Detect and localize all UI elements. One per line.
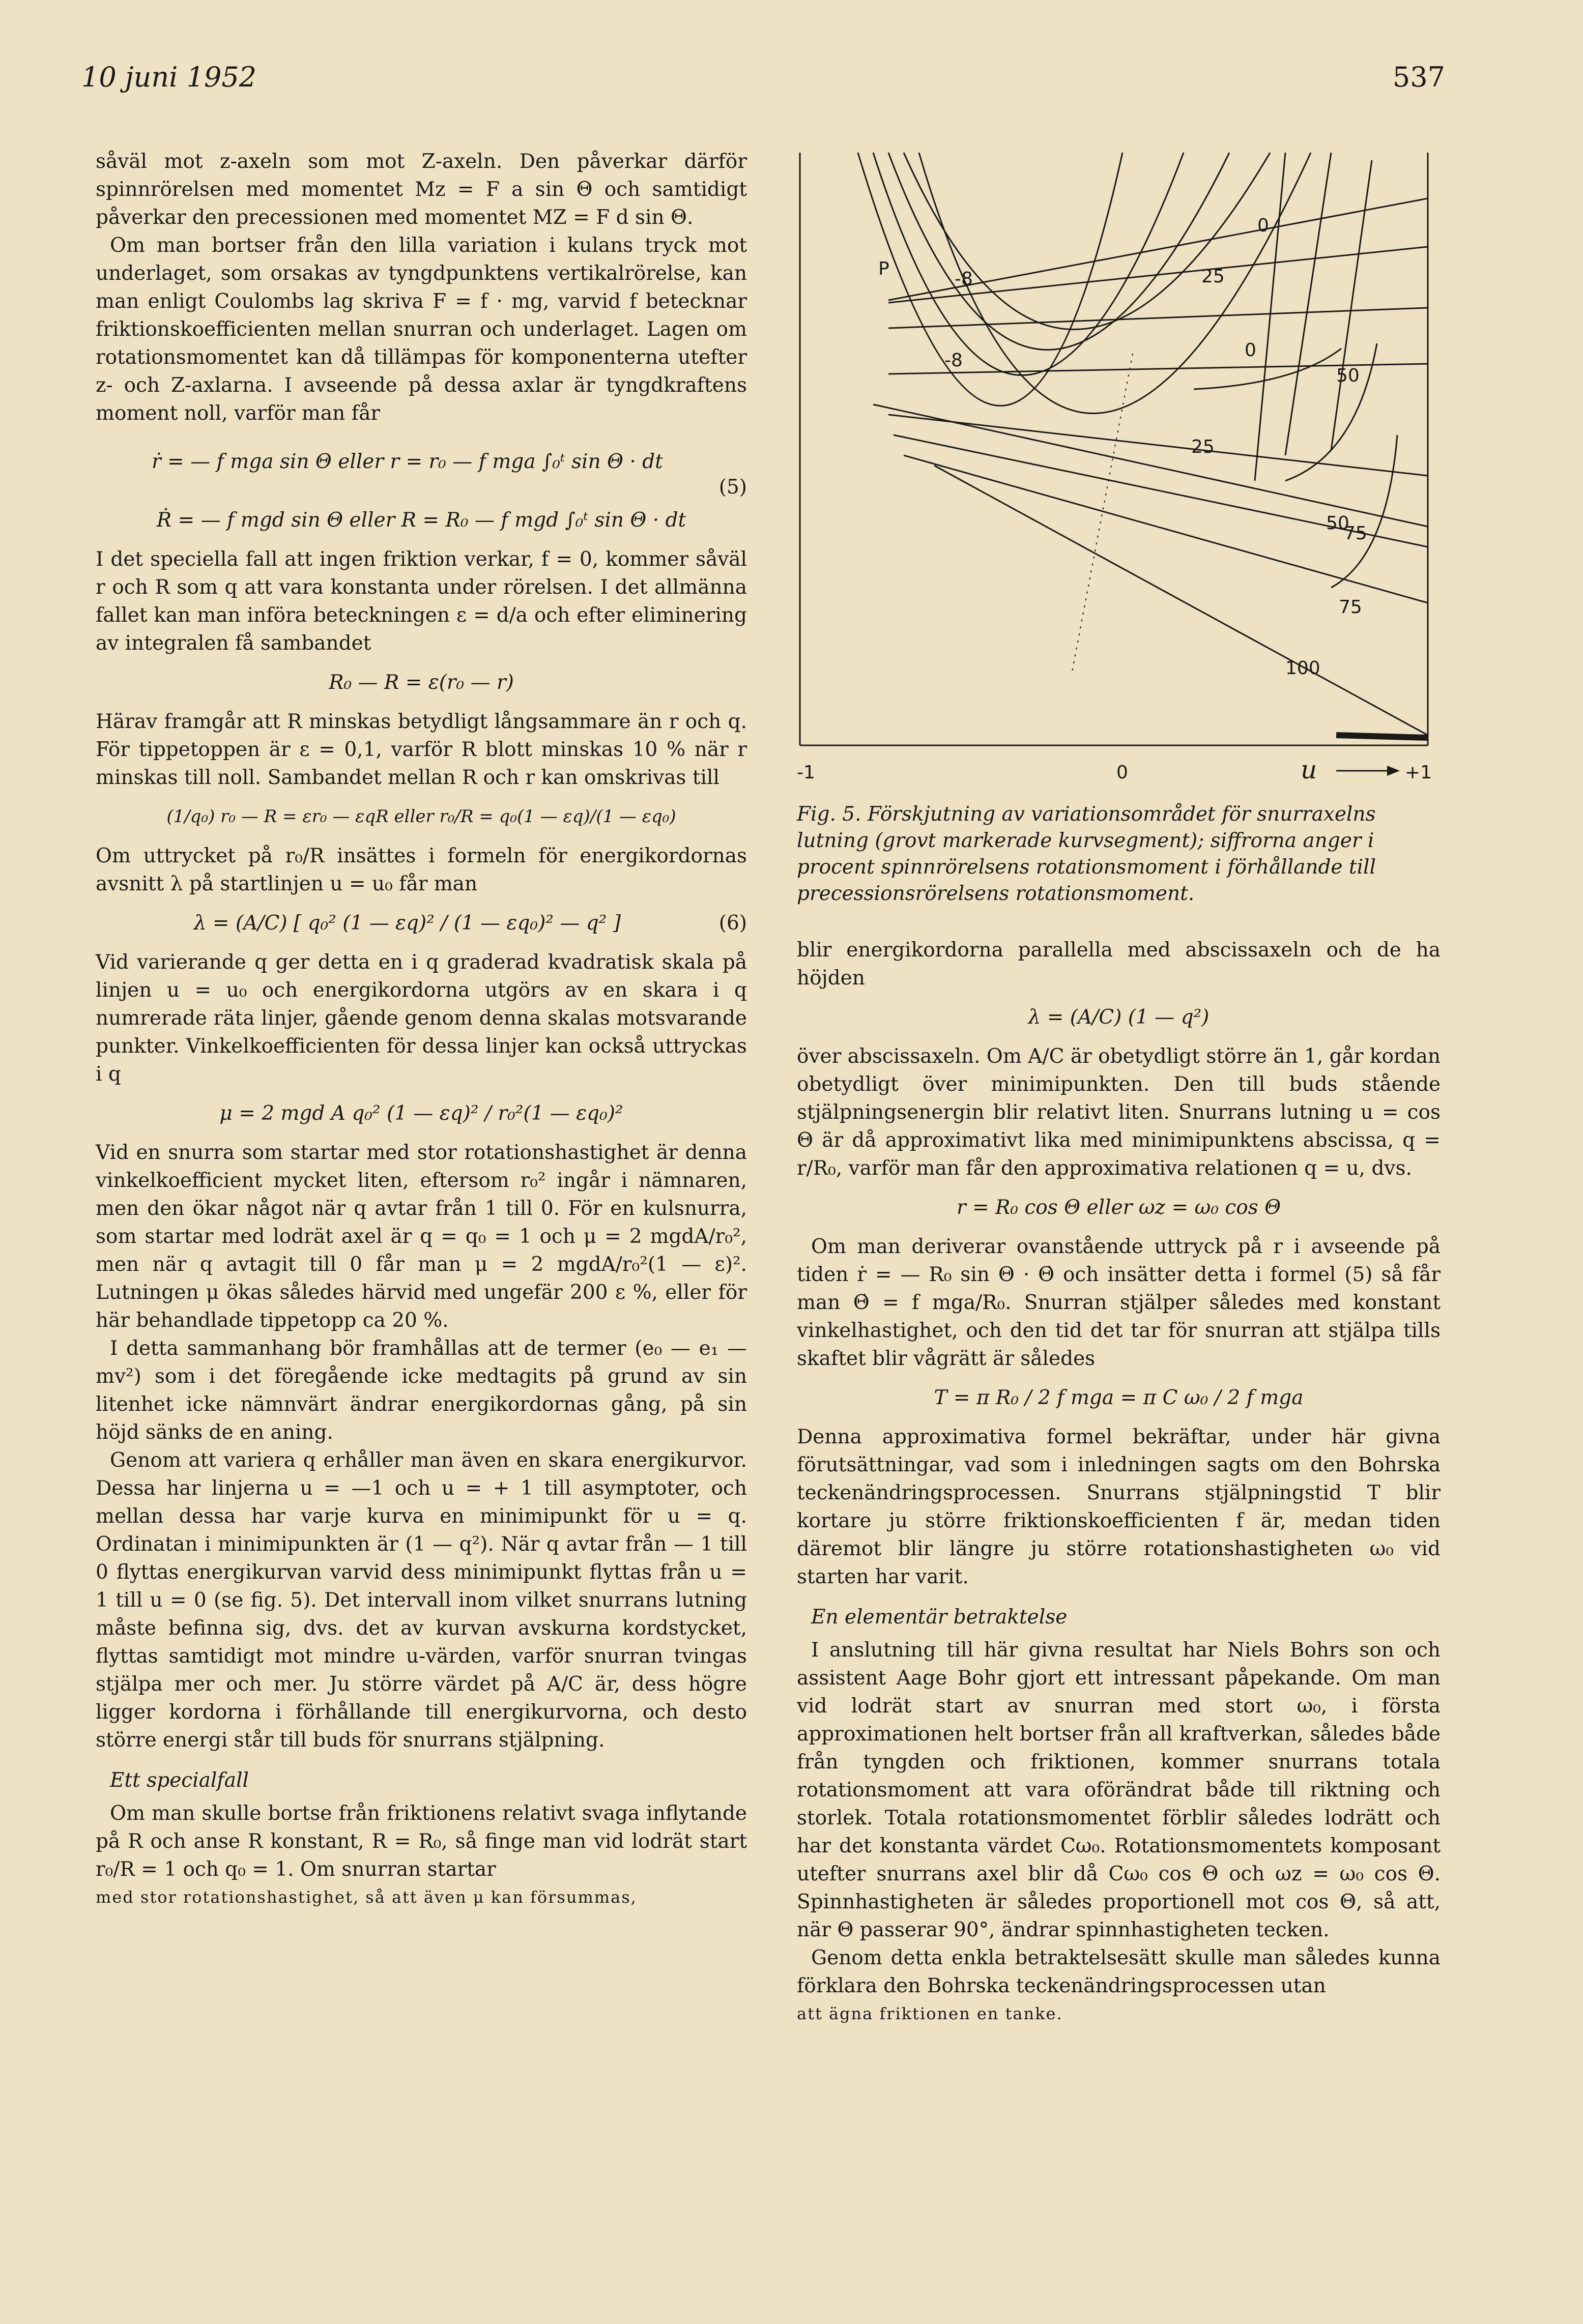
label-75: 75	[1339, 597, 1362, 618]
page-header	[81, 61, 1445, 107]
equation: μ = 2 mgd A q₀² (1 — εq)² / r₀²(1 — εq₀)²	[219, 1102, 623, 1125]
paragraph: såväl mot z-axeln som mot Z-axeln. Den påverkar därför spinnrörelsen med momentet Mz = F a sin Θ och samtidigt påverkar den precessionen med momentet MZ = F d sin Θ.	[96, 150, 747, 229]
equation-number: (5)	[718, 476, 747, 499]
paragraph: blir energikordorna parallella med abscissaxeln och de ha höjden	[797, 939, 1441, 990]
equation-line: ṙ = — f mga sin Θ eller r = r₀ — f mga ∫₀ᵗ sin Θ · dt	[151, 450, 663, 473]
paragraph: Om uttrycket på r₀/R insättes i formeln för energikordornas avsnitt λ på startlinjen u = u₀ får man	[96, 845, 747, 895]
label-0: 0	[1245, 340, 1256, 361]
paragraph: Denna approximativa formel bekräftar, under här givna förutsättningar, vad som i inledningen sagts om den Bohrska teckenändringsprocessen. Snurrans stjälpningstid T blir kortare ju större friktionskoefficienten f är, medan tiden däremot blir längre ju större rotationshastigheten ω₀ vid starten har varit.	[797, 1426, 1441, 1588]
curve-branch	[1255, 153, 1285, 481]
curve-branch	[1331, 160, 1372, 450]
label-minus8: -8	[955, 269, 973, 289]
curve-branch	[1194, 348, 1341, 389]
figure-5-plot	[797, 150, 1441, 791]
label-p: P	[878, 258, 889, 279]
equation-6	[96, 909, 747, 937]
label-minus8: -8	[944, 350, 963, 371]
x-tick-plus1: +1	[1405, 762, 1432, 783]
paragraph: över abscissaxeln. Om A/C är obetydligt större än 1, går kordan obetydligt över minimipunkten. Den till buds stående stjälpningsenergin blir relativt liten. Snurrans lutning u = cos Θ är då approximativt lika med minimipunktens abscissa, q = r/R₀, varför man får den approximativa relationen q = u, dvs.	[797, 1045, 1441, 1180]
paragraph: Om man deriverar ovanstående uttryck på r i avseende på tiden ṙ = — R₀ sin Θ · Θ̇ och insätter detta i formel (5) så får man Θ̇ = f mga/R₀. Snurran stjälper således med konstant vinkelhastighet, och den tid det tar för snurran att stjälpa tills skaftet blir vågrätt är således	[797, 1235, 1441, 1370]
equation: (1/q₀) r₀ — R = εr₀ — εqR eller r₀/R = q₀(1 — εq)/(1 — εq₀)	[166, 806, 676, 827]
equation-line: Ṙ = — f mgd sin Θ eller R = R₀ — f mgd ∫₀ᵗ sin Θ · dt	[156, 509, 686, 532]
section-heading: En elementär betraktelse	[811, 1606, 1068, 1629]
paragraph: I det speciella fall att ingen friktion verkar, f = 0, kommer såväl r och R som q att vara konstanta under rörelsen. I det allmänna fallet kan man införa beteckningen ε = d/a och efter eliminering av integralen få sambandet	[96, 548, 747, 655]
paragraph: Härav framgår att R minskas betydligt långsammare än r och q. För tippetoppen är ε = 0,1, varför R blott minskas 10 % när r minskas till noll. Sambandet mellan R och r kan omskrivas till	[96, 710, 747, 789]
x-tick-0: 0	[1116, 762, 1128, 783]
paragraph: Vid en snurra som startar med stor rotationshastighet är denna vinkelkoefficient mycket liten, eftersom r₀² ingår i nämnaren, men den ökar något när q avtar från 1 till 0. För en kulsnurra, som startar med lodrät axel är q = q₀ = 1 och μ = 2 mgdA/r₀², men när q avtagit till 0 får man μ = 2 mgdA/r₀²(1 — ε)². Lutningen μ ökas således härvid med ungefär 200 ε %, eller för här behandlade tippetopp ca 20 %.	[96, 1141, 747, 1332]
paragraph: Genom att variera q erhåller man även en skara energikurvor. Dessa har linjerna u = —1 och u = + 1 till asymptoter, och mellan dessa har varje kurva en minimipunkt för u = q. Ordinatan i minimipunkten är (1 — q²). När q avtar från — 1 till 0 flyttas energikurvan varvid dess minimipunkt flyttas från u = 1 till u = 0 (se fig. 5). Det intervall inom vilket snurrans lutning måste befinna sig, dvs. det av kurvan avskurna kordstycket, flyttas samtidigt mot mindre u-värden, varför snurran tvingas stjälpa mer och mer. Ju större värdet på A/C är, dess högre ligger kordorna i förhållande till energikurvorna, och desto större energi står till buds för snurrans stjälpning.	[96, 1449, 747, 1752]
arrowhead-icon	[1387, 766, 1400, 776]
paragraph: att ägna friktionen en tanke.	[797, 2004, 1063, 2023]
label-100: 100	[1285, 658, 1320, 679]
paragraph: I detta sammanhang bör framhållas att de termer (e₀ — e₁ — mv²) som i det föregående icke medtagits på grund av sin litenhet icke nämnvärt ändrar energikordornas gång, på sin höjd sänks de en aning.	[96, 1337, 747, 1444]
equation: T = π R₀ / 2 f mga = π C ω₀ / 2 f mga	[934, 1386, 1304, 1409]
variation-segment	[1336, 735, 1428, 738]
paragraph: I anslutning till här givna resultat har Niels Bohrs son och assistent Aage Bohr gjort ett intressant påpekande. Om man vid lodrät start av snurran med stort ω₀, i första approximationen helt bortser från all kraftverkan, således både från tyngden och friktionen, kommer snurrans totala rotationsmoment att vara oförändrat både till riktning och storlek. Totala rotationsmomentet förblir således lodrätt och har det konstanta värdet Cω₀. Rotationsmomentets komposant utefter snurrans axel blir då Cω₀ cos Θ och ωz = ω₀ cos Θ. Spinnhastigheten är således proportionell mot cos Θ, så att, när Θ passerar 90°, ändrar spinnhastigheten tecken.	[797, 1639, 1441, 1941]
left-column	[96, 148, 747, 1911]
equation-body: λ = (A/C) [ q₀² (1 — εq)² / (1 — εq₀)² — q² ]	[193, 912, 621, 935]
equation: λ = (A/C) (1 — q²)	[1028, 1006, 1210, 1029]
label-0: 0	[1257, 215, 1269, 236]
guide-line	[1072, 354, 1133, 674]
label-25: 25	[1201, 266, 1225, 287]
equation-number: (6)	[718, 912, 747, 935]
equation: r = R₀ cos Θ eller ωz = ω₀ cos Θ	[956, 1196, 1281, 1219]
equation-5	[96, 448, 747, 534]
paragraph: med stor rotationshastighet, så att även μ kan försummas,	[96, 1887, 637, 1907]
paragraph: Genom detta enkla betraktelsesätt skulle man således kunna förklara den Bohrska teckenändringsprocessen utan	[797, 1947, 1441, 1997]
paragraph: Vid varierande q ger detta en i q graderad kvadratisk skala på linjen u = u₀ och energikordorna utgörs av en skara i q numrerade räta linjer, gående genom denna skalas motsvarande punkter. Vinkelkoefficienten för dessa linjer kan också uttryckas i q	[96, 951, 747, 1086]
label-25: 25	[1191, 437, 1215, 457]
x-tick-minus1: -1	[797, 762, 815, 783]
chord-line	[888, 308, 1428, 328]
right-column	[797, 936, 1441, 2028]
x-axis-label-u: u	[1301, 755, 1317, 785]
curve-branch	[1331, 435, 1397, 588]
label-50: 50	[1336, 365, 1360, 386]
paragraph: Om man bortser från den lilla variation i kulans tryck mot underlaget, som orsakas av tyngdpunktens vertikalrörelse, kan man enligt Coulombs lag skriva F = f · mg, varvid f betecknar friktionskoefficienten mellan snurran och underlaget. Lagen om rotationsmomentet kan då tillämpas för komponenterna utefter z- och Z-axlarna. I avseende på dessa axlar är tyngdkraftens moment noll, varför man får	[96, 234, 747, 425]
page-number: 537	[1392, 61, 1445, 93]
equation: R₀ — R = ε(r₀ — r)	[329, 671, 514, 694]
curve-branch	[1285, 153, 1331, 455]
paragraph: Om man skulle bortse från friktionens relativt svaga inflytande på R och anse R konstant, R = R₀, så finge man vid lodrät start r₀/R = 1 och q₀ = 1. Om snurran startar	[96, 1802, 747, 1881]
issue-date: 10 juni 1952	[81, 61, 257, 93]
label-75: 75	[1344, 523, 1367, 544]
label-50: 50	[1326, 513, 1349, 534]
figure-caption: Fig. 5. Förskjutning av variationsområdet för snurraxelns lutning (grovt markerade kurvsegment); siffrorna anger i procent spinnrörelsens rotationsmoment i förhållande till precessionsrörelsens rotationsmoment.	[797, 803, 1376, 905]
energy-curve	[888, 153, 1229, 350]
figure-5	[797, 150, 1441, 791]
section-heading: Ett specialfall	[110, 1769, 249, 1792]
energy-curve	[858, 153, 1123, 406]
